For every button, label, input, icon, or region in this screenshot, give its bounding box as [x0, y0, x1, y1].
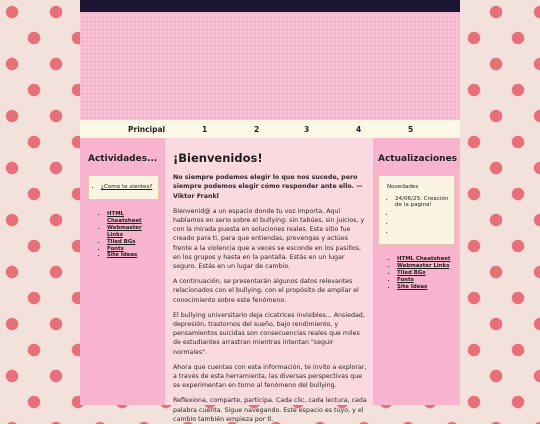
- main-content: [165, 138, 373, 423]
- right-sidebar: [373, 138, 460, 405]
- paragraph-explore: Ahora que cuentas con esta información, te invito a explorar, a través de esta herramienta, las diversas perspectivas que se experimentan en torno al fenómeno del bullying.: [173, 363, 367, 390]
- list-item: • 24/06/25: Creación de la pagina!: [395, 196, 449, 208]
- link-html-cheatsheet[interactable]: HTML Cheatsheet: [107, 211, 142, 224]
- right-links: [378, 256, 455, 291]
- link-site-ideas[interactable]: Site Ideas: [107, 252, 138, 259]
- paragraph-welcome: Bienvenid@ a un espacio donde tu voz importa. Aquí hablamos en serio sobre el bullying: sin tabúes, sin juicios, y con la mirada puesta en soluciones reales. Este sitio fue creado para ti, para que entiendas, prevengas y actúes frente a la violencia que a veces se esconde en los pasillos, en los grupos y hasta en la pantalla. Estás en un lugar seguro. Estás en un lugar de cambio.: [173, 207, 365, 271]
- paragraph-reflect: Reflexiona, comparte, participa. Cada clic, cada lectura, cada palabra cuenta. Sigue navegando. Este espacio es tuyo, y el cambio también empieza por ti.: [173, 397, 367, 423]
- list-item: [395, 211, 449, 217]
- left-sidebar: [80, 138, 165, 405]
- updates-box: [378, 175, 455, 245]
- list-item: [101, 184, 153, 190]
- nav-bar: [80, 120, 460, 138]
- nav-3[interactable]: 3: [304, 124, 310, 134]
- header-banner: [80, 12, 460, 120]
- page-container: [80, 0, 460, 423]
- link-tiled-bgs[interactable]: Tiled BGs: [107, 238, 136, 245]
- left-links: [88, 211, 159, 259]
- link-webmaster-links[interactable]: Webmaster Links: [107, 224, 142, 238]
- paragraph-consequences: El bullying universitario deja cicatrices invisibles... Ansiedad, depresión, trastornos del sueño, bajo rendimiento, y pensamientos suicidas son consecuencias reales que miles de estudiantes arrastran mientras intentan "seguir normales".: [173, 311, 365, 356]
- activities-box: [88, 175, 159, 200]
- nav-2[interactable]: 2: [254, 124, 260, 134]
- paragraph-data-intro: A continuación, se presentarán algunos datos relevantes relacionados con el bullying, con el propósito de ampliar el conocimiento sobre este fenómeno.: [173, 278, 359, 304]
- page-title: ¡Bienvenidos!: [173, 151, 263, 165]
- updates-heading: Novedades: [387, 184, 419, 190]
- nav-principal[interactable]: Principal: [128, 124, 166, 134]
- list-item: [395, 229, 449, 235]
- link-site-ideas[interactable]: Site Ideas: [397, 283, 428, 290]
- left-sidebar-title: Actividades...: [88, 154, 158, 164]
- nav-1[interactable]: 1: [202, 124, 208, 134]
- link-fonts[interactable]: Fonts: [107, 245, 124, 252]
- como-te-sientes-link[interactable]: ¿Como te sientes?: [101, 184, 153, 190]
- link-webmaster-links[interactable]: Webmaster Links: [397, 262, 450, 269]
- link-fonts[interactable]: Fonts: [397, 276, 414, 283]
- intro-quote: No siempre podemos elegir lo que nos sucede, pero siempre podemos elegir cómo responder ante ello. — Viktor Frankl: [173, 174, 363, 200]
- link-html-cheatsheet[interactable]: HTML Cheatsheet: [397, 256, 451, 262]
- right-sidebar-title: Actualizaciones: [378, 154, 458, 164]
- link-tiled-bgs[interactable]: Tiled BGs: [397, 269, 426, 276]
- nav-4[interactable]: 4: [356, 124, 362, 134]
- list-item: [395, 220, 449, 226]
- nav-5[interactable]: 5: [408, 124, 414, 134]
- top-bar: [80, 0, 460, 12]
